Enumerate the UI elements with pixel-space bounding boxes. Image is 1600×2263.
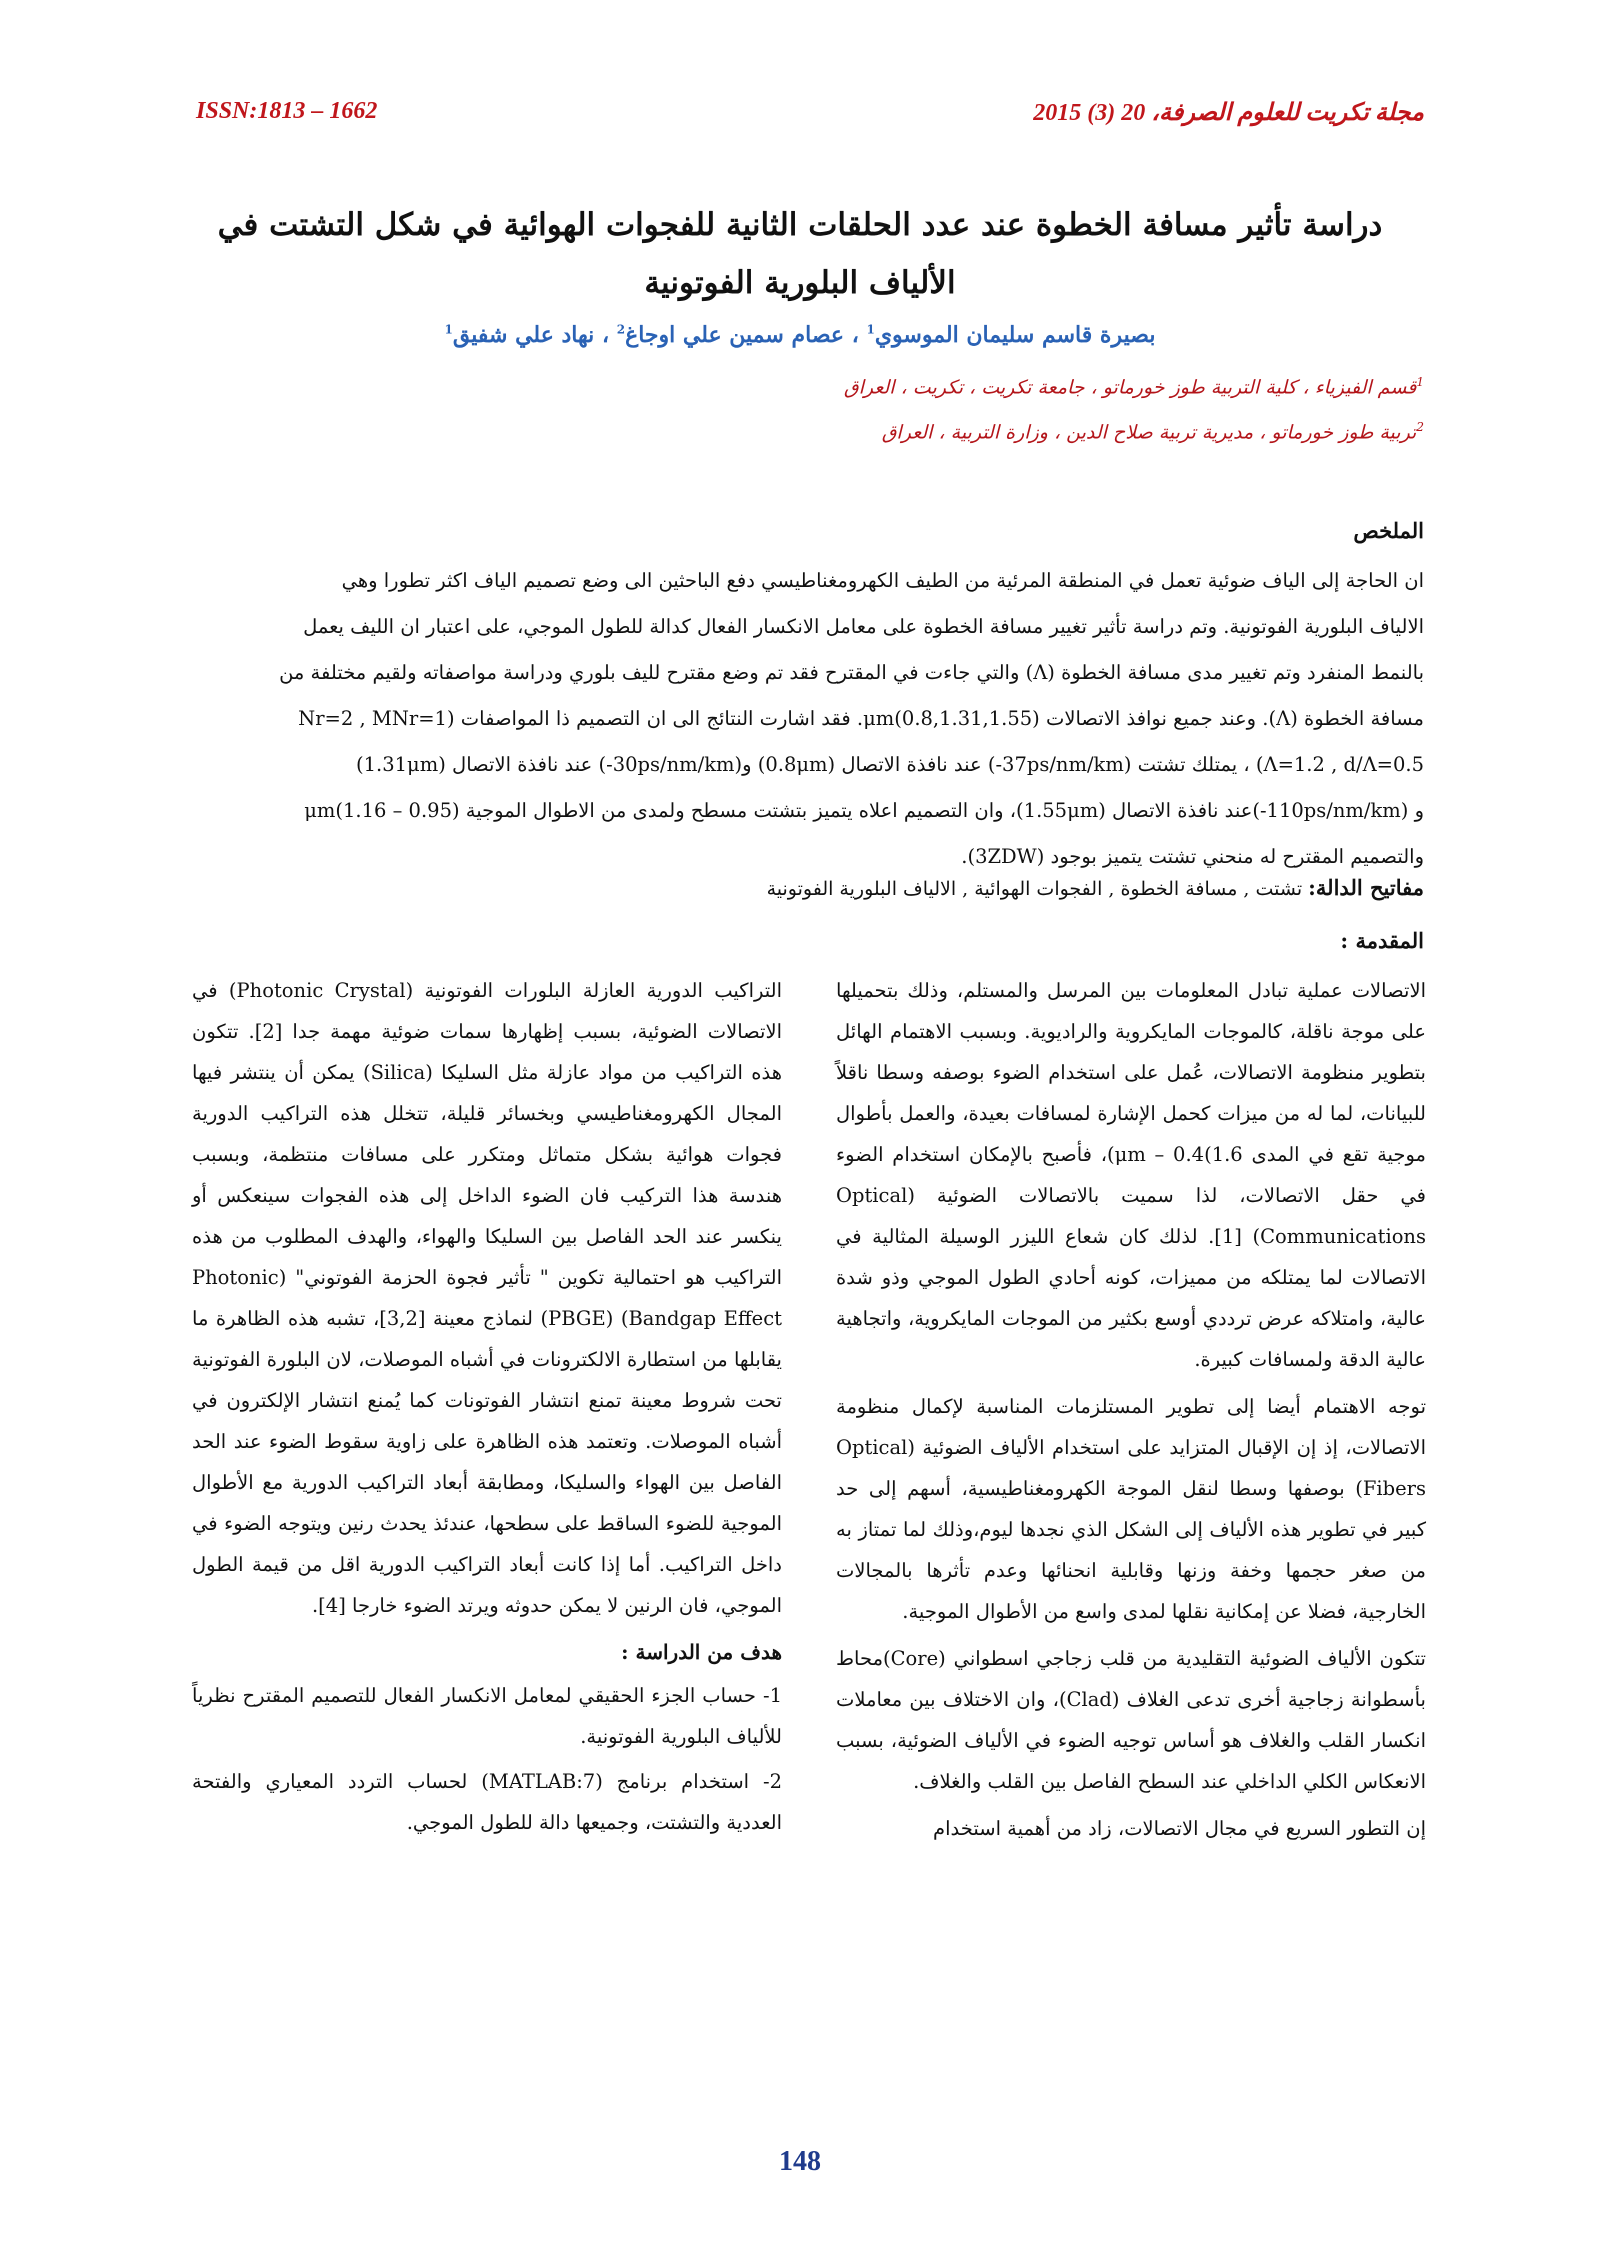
- author-list: [200, 322, 1400, 348]
- paragraph: الاتصالات عملية تبادل المعلومات بين المرسل والمستلم، وذلك بتحميلها على موجة ناقلة، كالموجات المايكروية والراديوية. وبسبب الاهتمام الهائل بتطوير منظومة الاتصالات، عُمل على استخدام الضوء بوصفه وسطا ناقلاً للبيانات، لما له من ميزات كحمل الإشارة لمسافات بعيدة، والعمل بأطوال موجية تقع في المدى 1.6)μm – 0.4)، فأصبح بالإمكان استخدام الضوء في حقل الاتصالات، لذا سميت بالاتصالات الضوئية (Optical Communications) [1]. لذلك كان شعاع الليزر الوسيلة المثالية في الاتصالات لما يمتلكه من مميزات، كونه أحادي الطول الموجي وذو شدة عالية، وامتلاكه عرض ترددي أوسع بكثير من الموجات المايكروية، واتجاهية عالية الدقة ولمسافات كبيرة.: [836, 979, 1426, 1371]
- paragraph: تتكون الألياف الضوئية التقليدية من قلب زجاجي اسطواني (Core)محاط بأسطوانة زجاجية أخرى تدعى الغلاف (Clad)، وان الاختلاف بين معاملات انكسار القلب والغلاف هو أساس توجيه الضوء في الألياف الضوئية، بسبب الانعكاس الكلي الداخلي عند السطح الفاصل بين القلب والغلاف.: [836, 1647, 1426, 1793]
- abstract-heading: الملخص: [1353, 518, 1424, 543]
- abstract-line: مسافة الخطوة (Λ). وعند جميع نوافذ الاتصالات (0.8,1.31,1.55)μm. فقد اشارت النتائج الى ان التصميم ذا المواصفات (Nr=2 , MNr=1: [298, 707, 1424, 730]
- author-1: بصيرة قاسم سليمان الموسوي$^1$ ،: [844, 322, 1156, 348]
- affiliation-1: $^1$قسم الفيزياء ، كلية التربية طوز خورماتو ، جامعة تكريت ، تكريت ، العراق: [843, 375, 1424, 399]
- abstract-line: Λ=1.2 , d/Λ=0.5) ، يمتلك تشتت (37ps/nm/km-) عند نافذة الاتصال (0.8μm) و(30ps/nm/km-) عند نافذة الاتصال (1.31μm): [356, 753, 1424, 776]
- intro-right-column: [836, 970, 1426, 1855]
- author-3: نهاد علي شفيق$^1$: [444, 322, 595, 348]
- abstract-line: بالنمط المنفرد وتم تغيير مدى مسافة الخطوة (Λ) والتي جاءت في المقترح فقد تم وضع مقترح لليف بلوري ودراسة مواصفاته ولقيم مختلفة من: [279, 661, 1424, 684]
- keywords-label: مفاتيح الدالة:: [1308, 875, 1424, 900]
- intro-left-column: [192, 970, 782, 1847]
- intro-heading: المقدمة :: [1340, 928, 1424, 953]
- issn-header: ISSN:1813 – 1662: [196, 98, 378, 124]
- paper-title: دراسة تأثير مسافة الخطوة عند عدد الحلقات الثانية للفجوات الهوائية في شكل التشتت في الألياف البلورية الفوتونية: [217, 207, 1383, 301]
- affiliation-2: $^2$تربية طوز خورماتو ، مديرية تربية صلاح الدين ، وزارة التربية ، العراق: [881, 420, 1424, 444]
- aim-item: 1- حساب الجزء الحقيقي لمعامل الانكسار الفعال للتصميم المقترح نظرياً للألياف البلورية الفوتونية.: [192, 1684, 782, 1748]
- paragraph: توجه الاهتمام أيضا إلى تطوير المستلزمات المناسبة لإكمال منظومة الاتصالات، إذ إن الإقبال المتزايد على استخدام الألياف الضوئية (Optical Fibers) بوصفها وسطا لنقل الموجة الكهرومغناطيسية، أسهم إلى حد كبير في تطوير هذه الألياف إلى الشكل الذي نجدها ليوم،وذلك لما تمتاز به من صغر حجمها وخفة وزنها وقابلية انحنائها وعدم تأثرها بالمجالات الخارجية، فضلا عن إمكانية نقلها لمدى واسع من الأطوال الموجية.: [836, 1395, 1426, 1623]
- journal-header: مجلة تكريت للعلوم الصرفة، 20 (3) 2015: [1033, 100, 1424, 126]
- abstract-line: والتصميم المقترح له منحني تشتت يتميز بوجود (3ZDW).: [961, 845, 1424, 868]
- abstract-line: ان الحاجة إلى الياف ضوئية تعمل في المنطقة المرئية من الطيف الكهرومغناطيسي دفع الباحثين الى وضع تصميم الياف اكثر تطورا وهي: [341, 569, 1424, 592]
- keywords-text: تشتت , مسافة الخطوة , الفجوات الهوائية , الالياف البلورية الفوتونية: [766, 878, 1309, 900]
- abstract-body: [192, 558, 1424, 880]
- aim-item: 2- استخدام برنامج (MATLAB:7) لحساب التردد المعياري والفتحة العددية والتشتت، وجميعها دالة للطول الموجي.: [192, 1770, 782, 1834]
- abstract-line: الالياف البلورية الفوتونية. وتم دراسة تأثير تغيير مسافة الخطوة على معامل الانكسار الفعال كدالة للطول الموجي، على اعتبار ان الليف يعمل: [303, 615, 1424, 638]
- author-2: عصام سمين علي اوجاغ$^2$ ،: [594, 322, 845, 348]
- paragraph: التراكيب الدورية العازلة البلورات الفوتونية (Photonic Crystal) في الاتصالات الضوئية، بسبب إظهارها سمات ضوئية مهمة جدا [2]. تتكون هذه التراكيب من مواد عازلة مثل السليكا (Silica) يمكن أن ينتشر فيها المجال الكهرومغناطيسي وبخسائر قليلة، تتخلل هذه التراكيب الدورية فجوات هوائية بشكل متماثل ومتكرر على مسافات منتظمة، وبسبب هندسة هذا التركيب فان الضوء الداخل إلى هذه الفجوات سينعكس أو ينكسر عند الحد الفاصل بين السليكا والهواء، والهدف المطلوب من هذه التراكيب هو احتمالية تكوين " تأثير فجوة الحزمة الفوتوني" (Photonic Bandgap Effect) (PBGE) لنماذج معينة [3,2]، تشبه هذه الظاهرة ما يقابلها من استطارة الالكترونات في أشباه الموصلات، لان البلورة الفوتونية تحت شروط معينة تمنع انتشار الفوتونات كما يُمنع انتشار الإلكترون في أشباه الموصلات. وتعتمد هذه الظاهرة على زاوية سقوط الضوء عند الحد الفاصل بين الهواء والسليكا، ومطابقة أبعاد التراكيب الدورية مع الأطوال الموجية للضوء الساقط على سطحها، عندئذ يحدث رنين ويتوجه الضوء في داخل التراكيب. أما إذا كانت أبعاد التراكيب الدورية اقل من قيمة الطول الموجي، فان الرنين لا يمكن حدوثه ويرتد الضوء خارجا [4].: [192, 979, 783, 1617]
- keywords: [192, 875, 1424, 900]
- paragraph: إن التطور السريع في مجال الاتصالات، زاد من أهمية استخدام: [933, 1817, 1426, 1840]
- abstract-line: و (110ps/nm/km-)عند نافذة الاتصال (1.55μm)، وان التصميم اعلاه يتميز بتشتت مسطح ولمدى من الاطوال الموجية μm(1.16 – 0.95): [304, 799, 1424, 822]
- page-number: 148: [779, 2146, 821, 2177]
- aims-heading: هدف من الدراسة :: [621, 1640, 782, 1664]
